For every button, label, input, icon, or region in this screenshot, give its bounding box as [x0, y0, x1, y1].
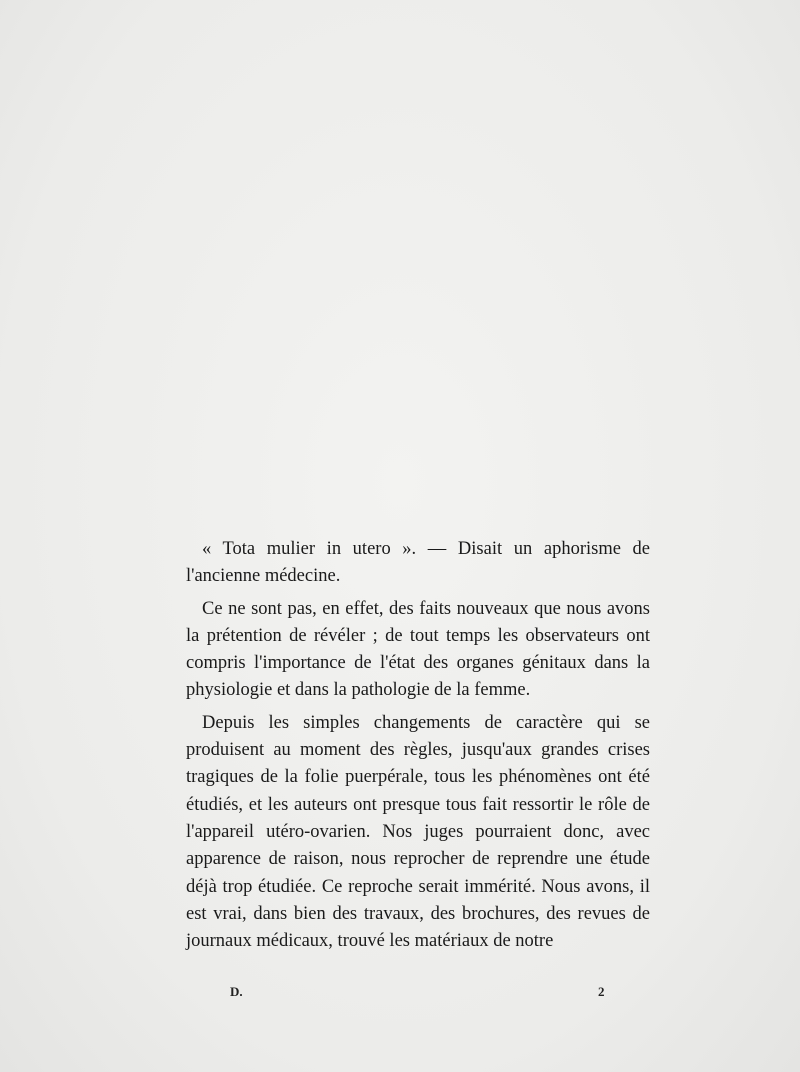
signature-mark: D. [230, 984, 243, 999]
paragraph-1: « Tota mulier in utero ». — Disait un aphorisme de l'ancienne médecine. [186, 539, 650, 587]
page-number: 2 [598, 984, 605, 999]
paragraph-3: Depuis les simples changements de caractère qui se produisent au moment des règles, jusqu'aux grandes crises tragiques de la folie puerpérale, tous les phénomènes ont été étudiés, et les auteurs ont presque tous fait ressortir le rôle de l'appareil utéro-ovarien. Nos juges pourraient donc, avec apparence de raison, nous reprocher de reprendre une étude déjà trop étudiée. Ce reproche serait immérité. Nous avons, il est vrai, dans bien des travaux, des brochures, des revues de journaux médicaux, trouvé les matériaux de notre [186, 712, 650, 952]
paragraph-2: Ce ne sont pas, en effet, des faits nouveaux que nous avons la prétention de révéler ; de tout temps les observateurs ont compris l'importance de l'état des organes génitaux dans la physiologie et dans la pathologie de la femme. [186, 598, 650, 701]
show-through-text [190, 150, 650, 570]
body-text [186, 536, 650, 960]
